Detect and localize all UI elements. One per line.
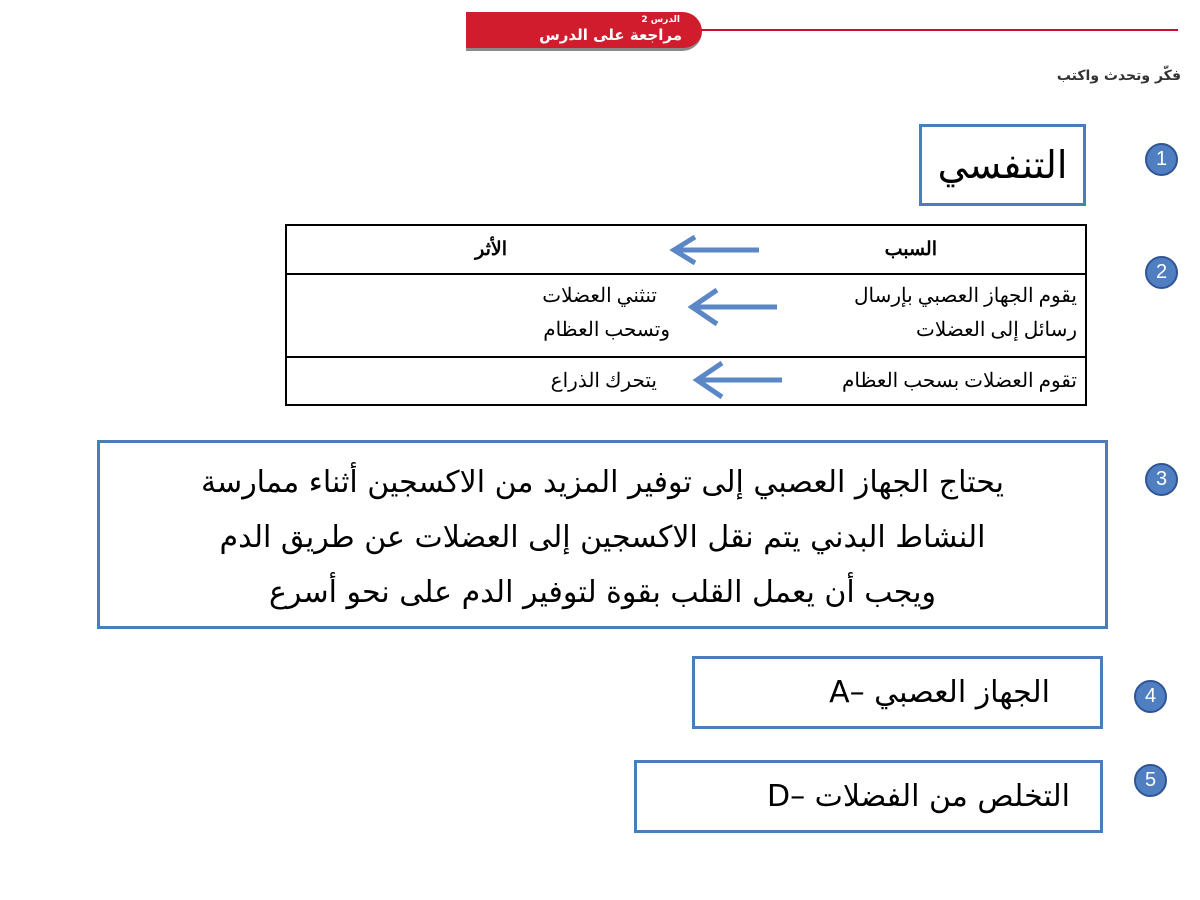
- answer-box-3: [97, 440, 1108, 629]
- question-number-3: 3: [1145, 463, 1178, 496]
- cause-effect-table: [285, 224, 1087, 406]
- question-number-4: 4: [1134, 680, 1167, 713]
- lesson-title: مراجعة على الدرس: [539, 26, 682, 44]
- effect-line: وتسحب العظام: [543, 319, 670, 341]
- arrow-left-icon: [692, 360, 784, 400]
- answer-box-5: [634, 760, 1103, 833]
- cause-line: تقوم العضلات بسحب العظام: [842, 370, 1077, 392]
- answer-box-1: [919, 124, 1086, 206]
- answer-3-line: يحتاج الجهاز العصبي إلى توفير المزيد من الاكسجين أثناء ممارسة: [200, 465, 1005, 500]
- effect-line: تنثني العضلات: [542, 285, 657, 307]
- question-number-2: 2: [1145, 256, 1178, 289]
- header-cause: السبب: [884, 239, 937, 260]
- table-row: [287, 356, 1085, 404]
- table-header-row: [287, 226, 1085, 275]
- cause-line: رسائل إلى العضلات: [916, 319, 1077, 341]
- header-effect: الأثر: [475, 239, 507, 260]
- question-number-1: 1: [1145, 143, 1178, 176]
- answer-4-text: A– الجهاز العصبي: [829, 675, 1050, 710]
- answer-3-line: ويجب أن يعمل القلب بقوة لتوفير الدم على نحو أسرع: [269, 575, 936, 610]
- question-number-5: 5: [1134, 764, 1167, 797]
- cause-line: يقوم الجهاز العصبي بإرسال: [854, 285, 1077, 307]
- answer-1-text: التنفسي: [937, 143, 1068, 187]
- effect-line: يتحرك الذراع: [550, 370, 657, 392]
- answer-box-4: [692, 656, 1103, 729]
- answer-3-line: النشاط البدني يتم نقل الاكسجين إلى العضلات عن طريق الدم: [219, 520, 986, 555]
- arrow-left-icon: [687, 287, 779, 327]
- lesson-banner: [466, 12, 702, 51]
- table-row: [287, 273, 1085, 358]
- section-subheading: فكّر وتحدث واكتب: [1056, 68, 1181, 84]
- lesson-number: الدرس 2: [641, 15, 680, 25]
- header-rule: [700, 29, 1178, 31]
- answer-5-text: D– التخلص من الفضلات: [766, 779, 1070, 814]
- arrow-left-icon: [669, 235, 761, 265]
